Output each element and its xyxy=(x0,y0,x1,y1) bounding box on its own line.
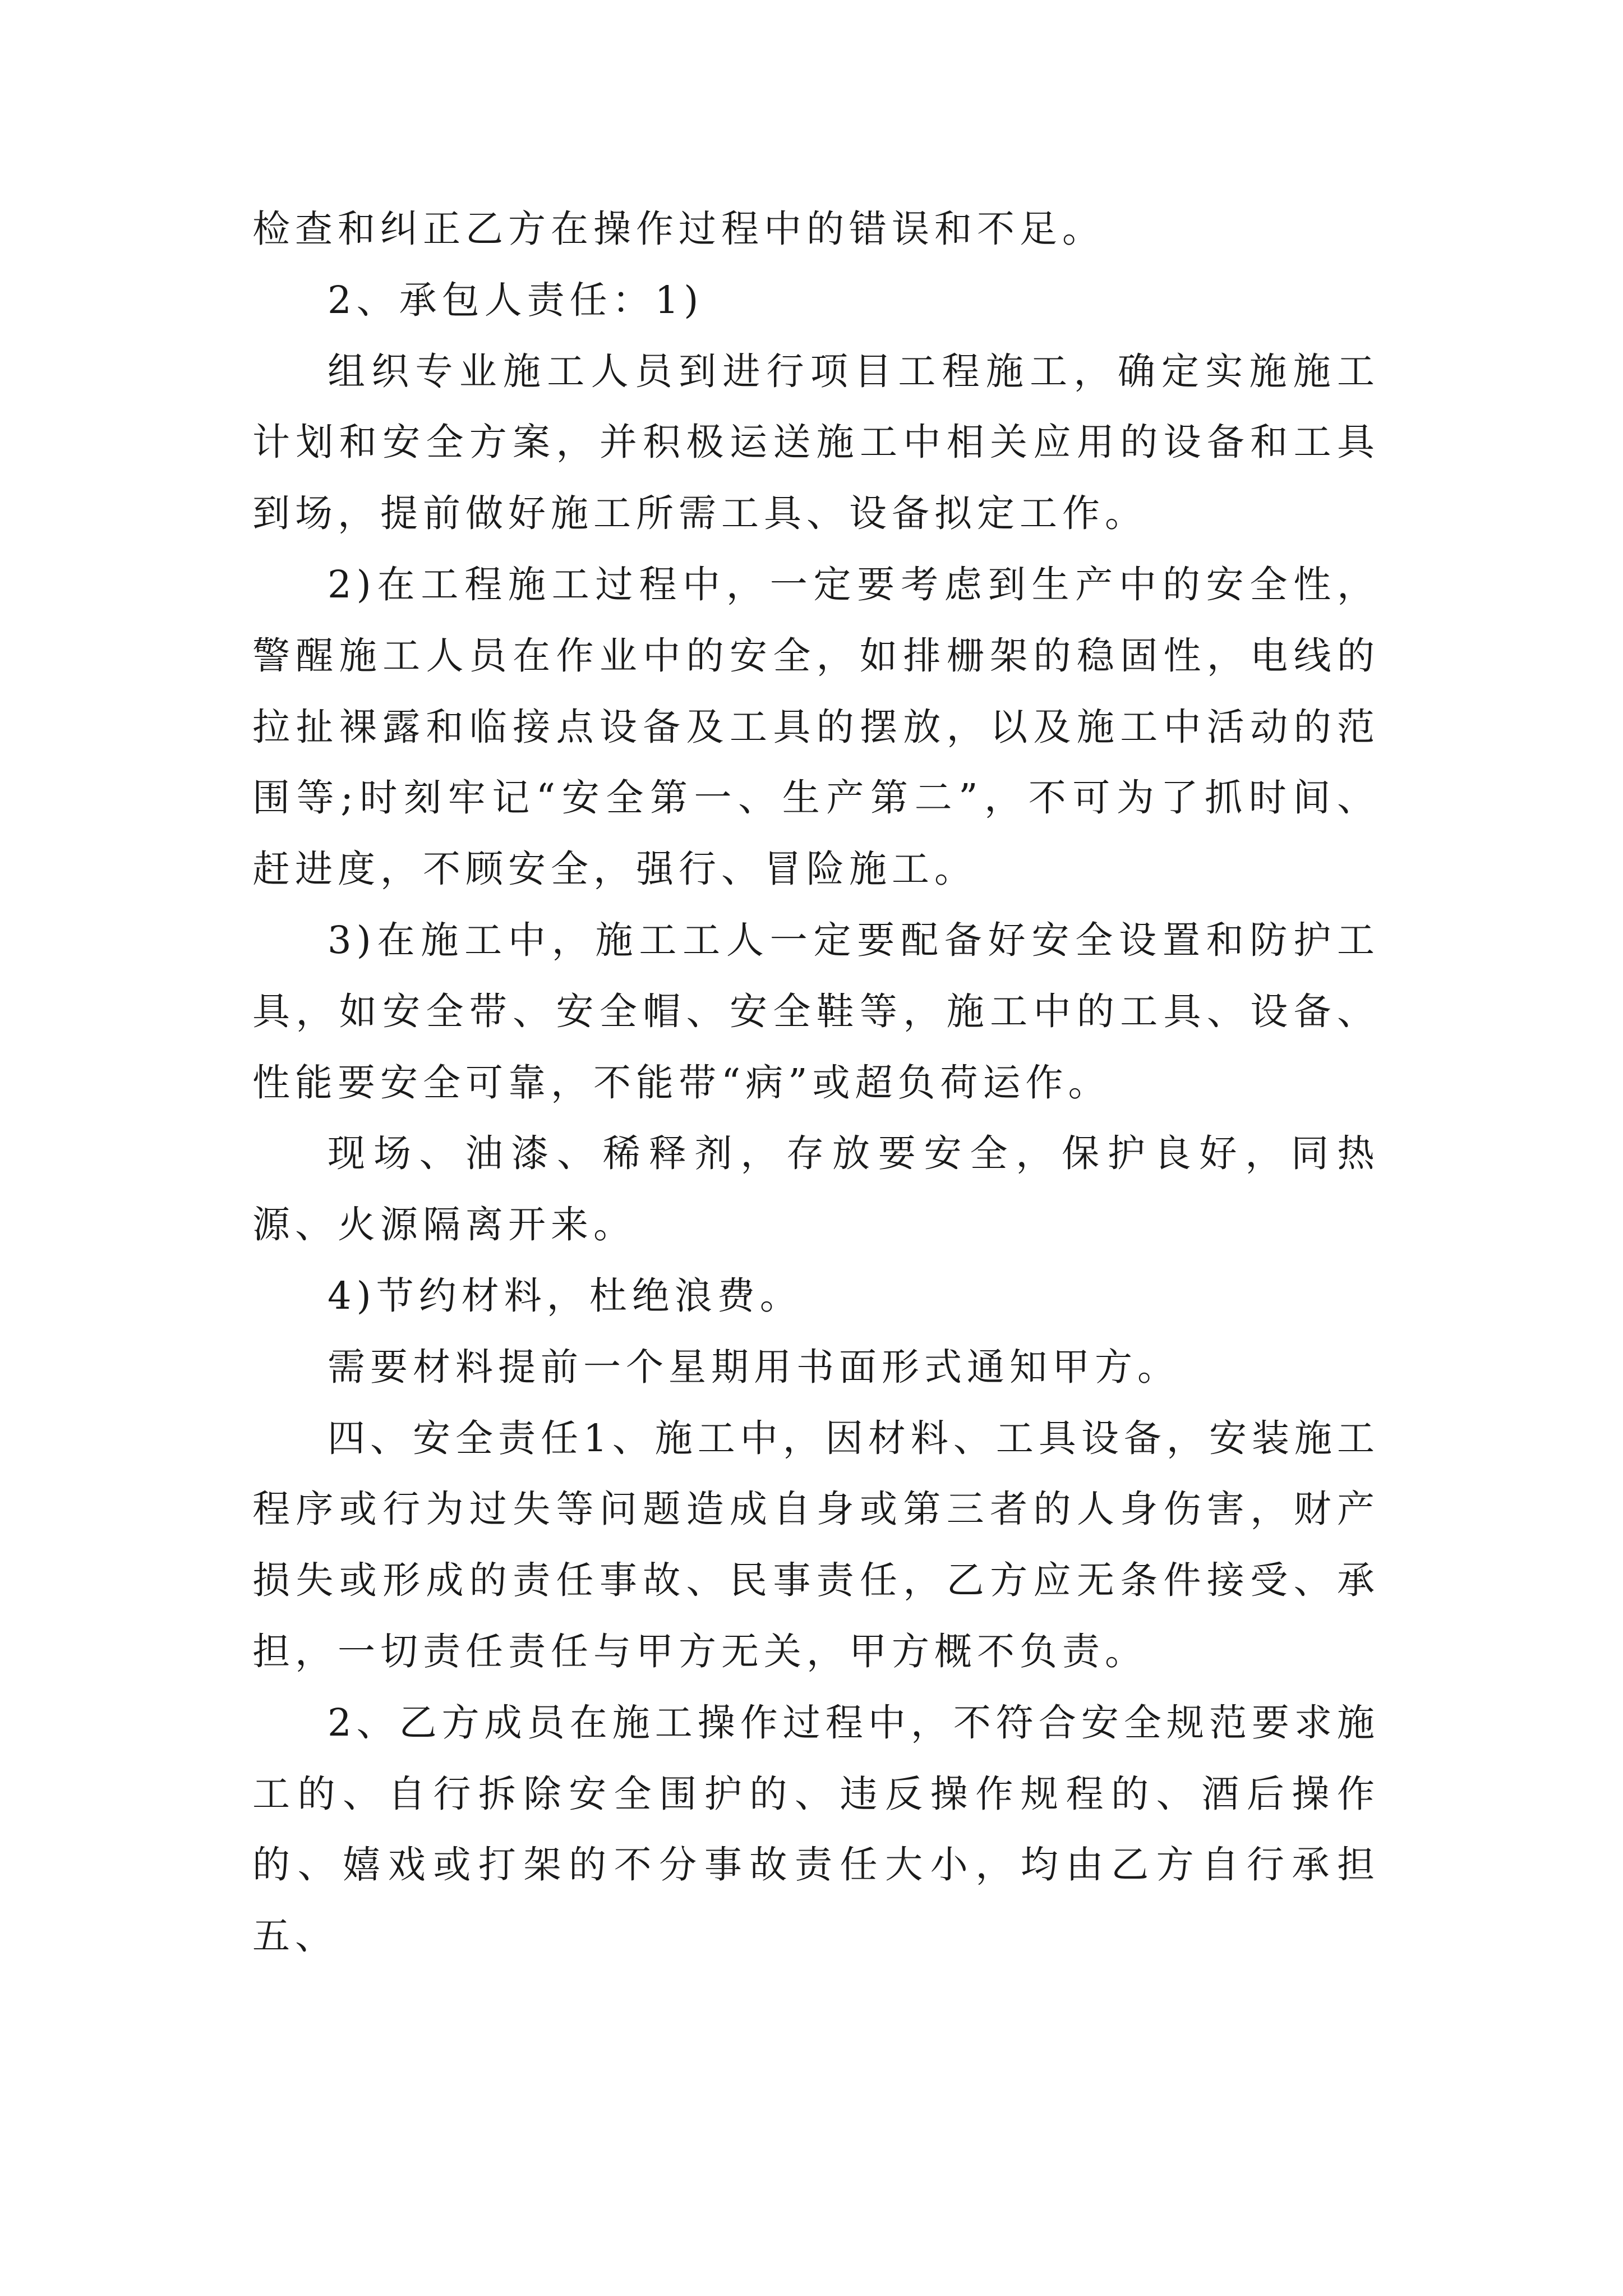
document-body xyxy=(252,194,1380,1972)
paragraph: 组织专业施工人员到进行项目工程施工，确定实施施工计划和安全方案，并积极运送施工中相关应用的设备和工具到场，提前做好施工所需工具、设备拟定工作。 xyxy=(252,349,1380,536)
paragraph: 2、乙方成员在施工操作过程中，不符合安全规范要求施工的、自行拆除安全围护的、违反操作规程的、酒后操作的、嬉戏或打架的不分事故责任大小，均由乙方自行承担五、 xyxy=(252,1700,1380,1958)
paragraph: 4)节约材料，杜绝浪费。 xyxy=(328,1273,803,1318)
paragraph: 现场、油漆、稀释剂，存放要安全，保护良好，同热源、火源隔离开来。 xyxy=(252,1131,1380,1247)
paragraph: 四、安全责任1、施工中，因材料、工具设备，安装施工程序或行为过失等问题造成自身或第三者的人身伤害，财产损失或形成的责任事故、民事责任，乙方应无条件接受、承担，一切责任责任与甲方无关，甲方概不负责。 xyxy=(252,1416,1380,1673)
paragraph: 2)在工程施工过程中，一定要考虑到生产中的安全性，警醒施工人员在作业中的安全，如排栅架的稳固性，电线的拉扯裸露和临接点设备及工具的摆放，以及施工中活动的范围等;时刻牢记“安全第一、生产第二”，不可为了抓时间、赶进度，不顾安全，强行、冒险施工。 xyxy=(252,562,1380,891)
paragraph: 检查和纠正乙方在操作过程中的错误和不足。 xyxy=(252,207,1105,251)
paragraph: 2、承包人责任：1) xyxy=(328,278,704,322)
paragraph: 需要材料提前一个星期用书面形式通知甲方。 xyxy=(328,1345,1180,1389)
paragraph: 3)在施工中，施工工人一定要配备好安全设置和防护工具，如安全带、安全帽、安全鞋等，施工中的工具、设备、性能要安全可靠，不能带“病”或超负荷运作。 xyxy=(252,918,1380,1105)
